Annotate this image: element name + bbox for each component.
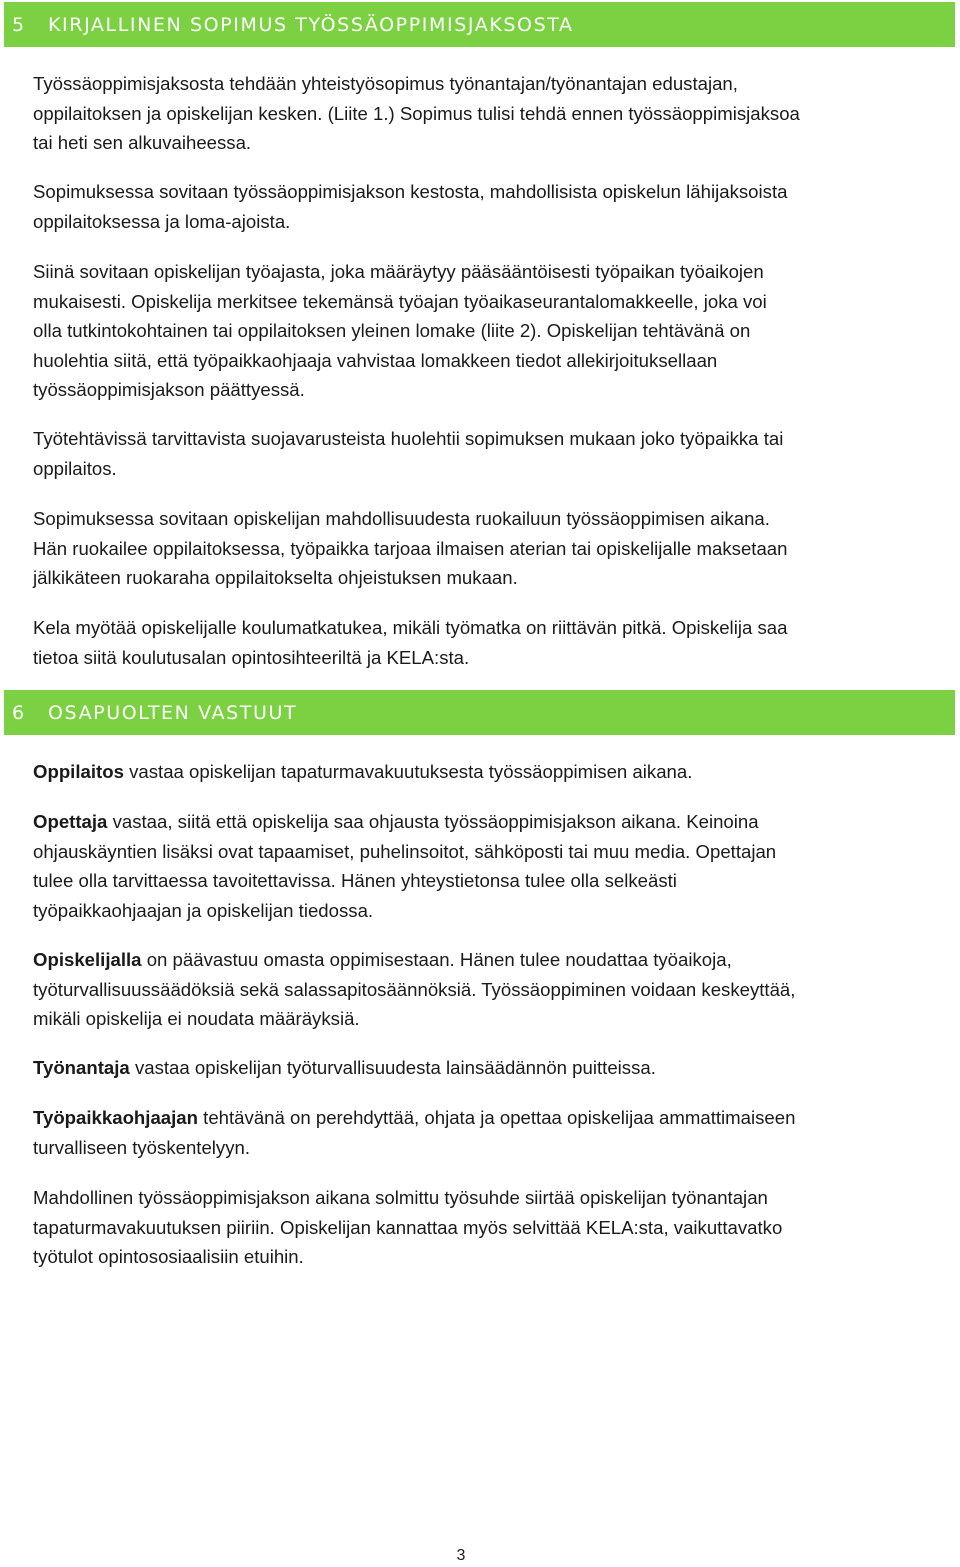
section-5-paragraph-3: Siinä sovitaan opiskelijan työajasta, joka määräytyy pääsääntöisesti työpaikan työaikojen mukaisesti. Opiskelija merkitsee tekemänsä työajan työaikaseurantalomakkeelle, joka voi olla tutkintokohtainen tai oppilaitoksen yleinen lomake (liite 2). Opiskelijan tehtävänä on huolehtia siitä, että työpaikkaohjaaja vahvistaa lomakkeen tiedot allekirjoituksellaan työssäoppimisjakson päättyessä.: [33, 261, 767, 401]
responsibility-tyonantaja: [33, 1053, 948, 1083]
responsibility-oppilaitos: [33, 757, 948, 787]
section-5-paragraph-5: Sopimuksessa sovitaan opiskelijan mahdollisuudesta ruokailuun työssäoppimisen aikana. Hän ruokailee oppilaitoksessa, työpaikka tarjoaa ilmaisen aterian tai opiskelijalle maksetaan jälkikäteen ruokaraha oppilaitokselta ohjeistuksen mukaan.: [33, 508, 788, 589]
responsibility-tyopaikkaohjaaja: [33, 1103, 948, 1162]
section-6-title: OSAPUOLTEN VASTUUT: [48, 701, 298, 724]
responsibility-text: vastaa opiskelijan työturvallisuudesta lainsäädännön puitteissa.: [129, 1057, 656, 1078]
section-5-paragraph-6: Kela myötää opiskelijalle koulumatkatukea, mikäli työmatka on riittävän pitkä. Opiskelija saa tietoa siitä koulutusalan opintosihteeriltä ja KELA:sta.: [33, 617, 788, 668]
responsibility-term: Työpaikkaohjaajan: [33, 1107, 198, 1128]
section-5-title: KIRJALLINEN SOPIMUS TYÖSSÄOPPIMISJAKSOSTA: [48, 13, 574, 36]
responsibility-term: Oppilaitos: [33, 761, 124, 782]
section-5-number: 5: [12, 13, 26, 36]
section-5-paragraph-1: Työssäoppimisjaksosta tehdään yhteistyösopimus työnantajan/työnantajan edustajan, oppilaitoksen ja opiskelijan kesken. (Liite 1.) Sopimus tulisi tehdä ennen työssäoppimisjaksoa tai heti sen alkuvaiheessa.: [33, 73, 800, 154]
responsibility-term: Opettaja: [33, 811, 108, 832]
responsibility-text: on päävastuu omasta oppimisestaan. Hänen tulee noudattaa työaikoja, työturvallisuussäädöksiä sekä salassapitosäännöksiä. Työssäoppiminen voidaan keskeyttää, mikäli opiskelija ei noudata määräyksiä.: [33, 949, 796, 1030]
responsibility-term: Opiskelijalla: [33, 949, 142, 970]
section-5-heading: [4, 2, 955, 47]
responsibility-opiskelija: [33, 945, 948, 1034]
responsibility-opettaja: [33, 807, 948, 925]
page-number: 3: [456, 1547, 466, 1564]
section-5-paragraph-4: Työtehtävissä tarvittavista suojavarusteista huolehtii sopimuksen mukaan joko työpaikka tai oppilaitos.: [33, 428, 784, 479]
responsibility-text: tehtävänä on perehdyttää, ohjata ja opettaa opiskelijaa ammattimaiseen turvalliseen työskentelyyn.: [33, 1107, 796, 1158]
section-5-paragraph-2: Sopimuksessa sovitaan työssäoppimisjakson kestosta, mahdollisista opiskelun lähijaksoista oppilaitoksessa ja loma-ajoista.: [33, 181, 788, 232]
section-6-heading: [4, 690, 955, 735]
responsibility-text: vastaa, siitä että opiskelija saa ohjausta työssäoppimisjakson aikana. Keinoina ohjauskäyntien lisäksi ovat tapaamiset, puhelinsoitot, sähköposti tai muu media. Opettajan tulee olla tarvittaessa tavoitettavissa. Hänen yhteystietonsa tulee olla selkeästi työpaikkaohjaajan ja opiskelijan tiedossa.: [33, 811, 777, 921]
section-6-number: 6: [12, 701, 26, 724]
responsibility-text: vastaa opiskelijan tapaturmavakuutuksesta työssäoppimisen aikana.: [123, 761, 693, 782]
responsibility-term: Työnantaja: [33, 1057, 130, 1078]
section-6-closing-paragraph: Mahdollinen työssäoppimisjakson aikana solmittu työsuhde siirtää opiskelijan työnantajan tapaturmavakuutuksen piiriin. Opiskelijan kannattaa myös selvittää KELA:sta, vaikuttavatko työtulot opintososiaalisiin etuihin.: [33, 1187, 783, 1268]
